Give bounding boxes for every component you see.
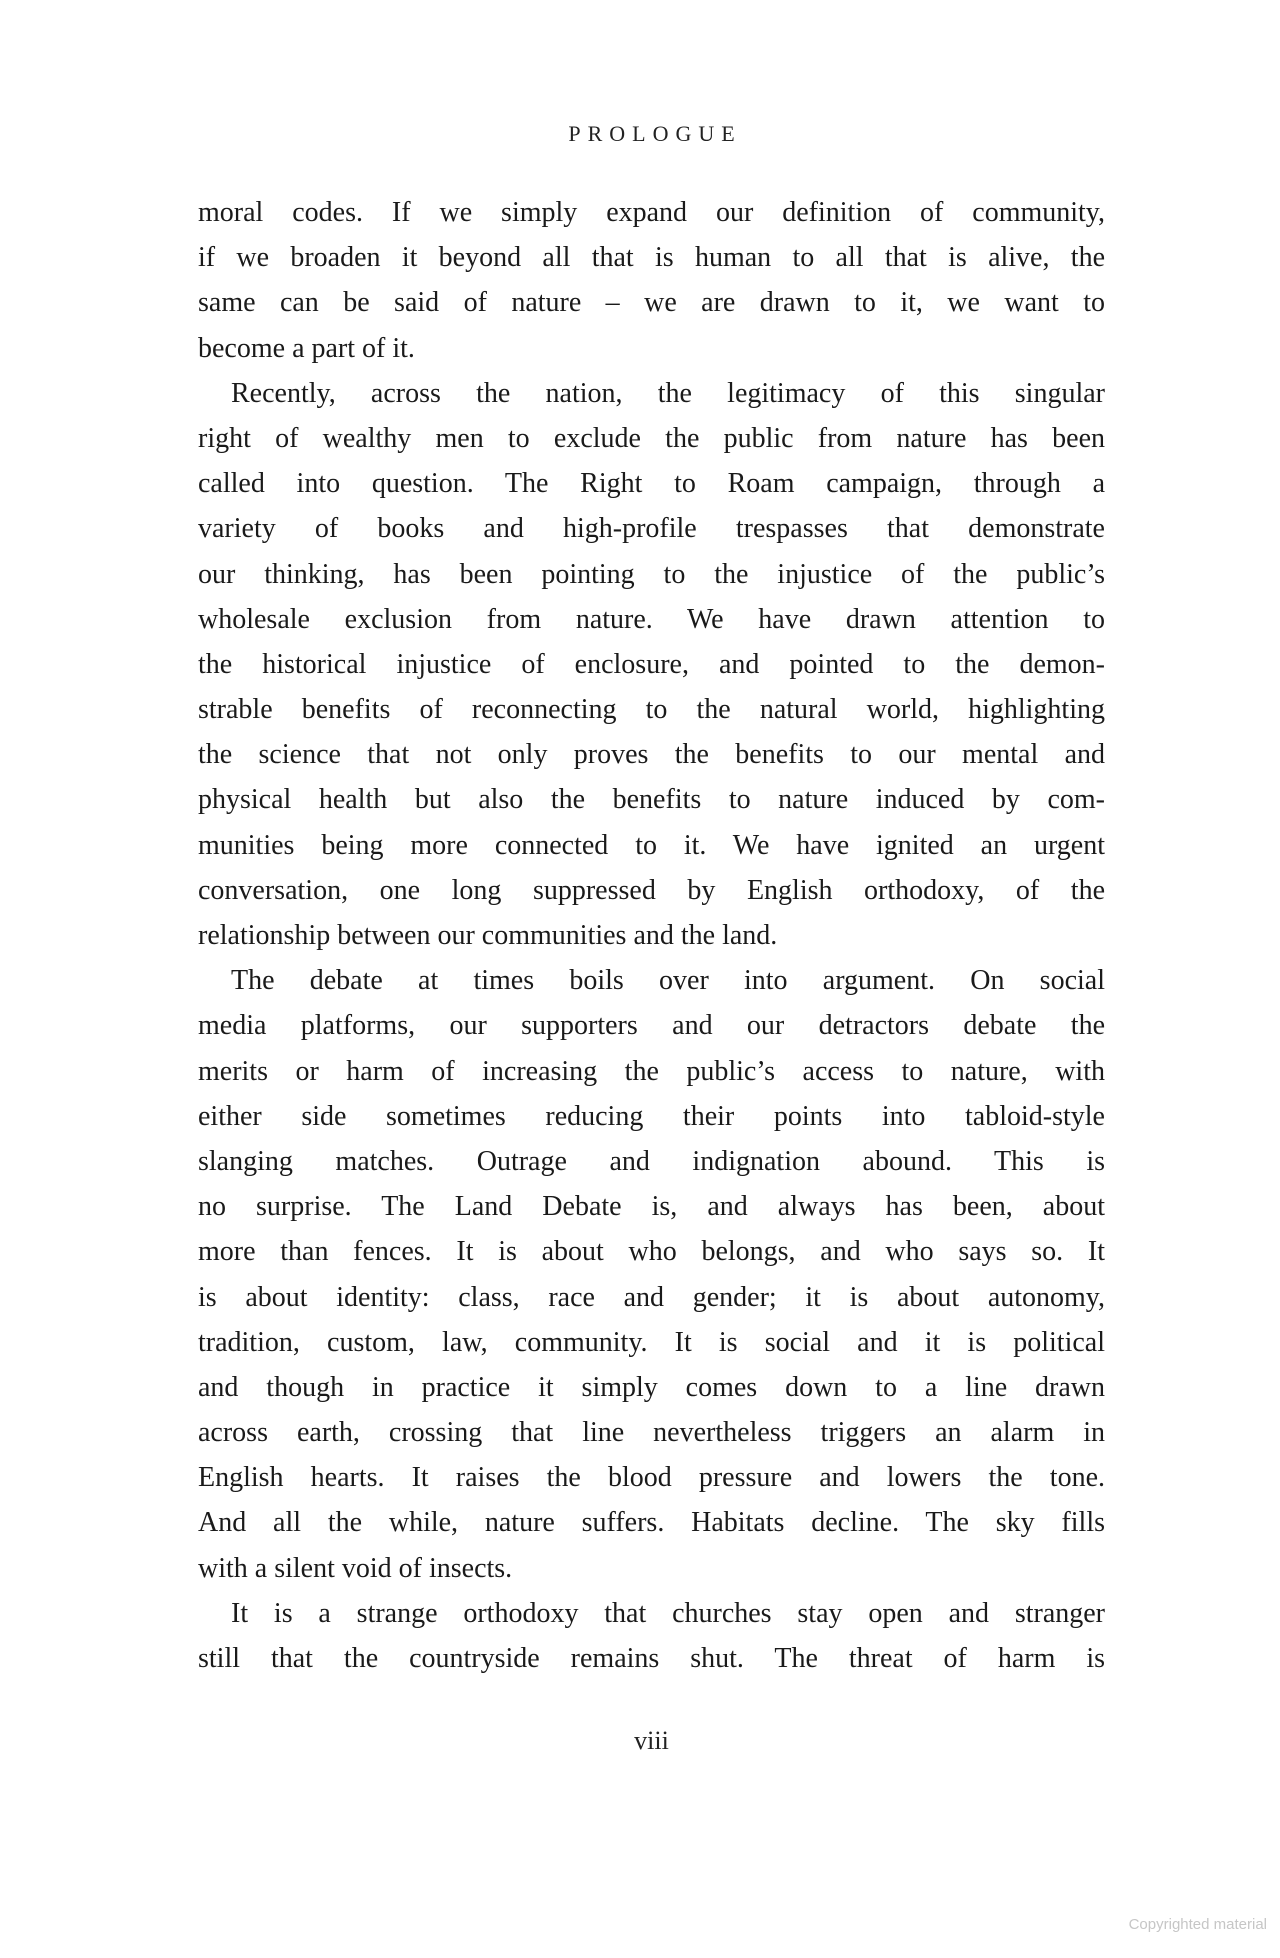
body-line: physical health but also the benefits to nature induced by com- xyxy=(198,784,1105,816)
body-line: munities being more connected to it. We have ignited an urgent xyxy=(198,829,1105,861)
body-line: conversation, one long suppressed by English orthodoxy, of the xyxy=(198,874,1105,906)
body-line: and though in practice it simply comes down to a line drawn xyxy=(198,1371,1105,1403)
body-line: more than fences. It is about who belongs, and who says so. It xyxy=(198,1236,1105,1268)
body-line: Recently, across the nation, the legitimacy of this singular xyxy=(231,377,1105,409)
body-line: the science that not only proves the benefits to our mental and xyxy=(198,739,1105,771)
body-line: either side sometimes reducing their points into tabloid-style xyxy=(198,1100,1105,1132)
body-line: moral codes. If we simply expand our definition of community, xyxy=(198,197,1105,228)
watermark-copyrighted-material: Copyrighted material xyxy=(1128,1916,1267,1933)
body-line: variety of books and high-profile trespasses that demonstrate xyxy=(198,513,1105,545)
body-line: tradition, custom, law, community. It is social and it is political xyxy=(198,1326,1105,1358)
body-line: merits or harm of increasing the public’s access to nature, with xyxy=(198,1055,1105,1087)
body-line: no surprise. The Land Debate is, and always has been, about xyxy=(198,1191,1105,1223)
chapter-header: PROLOGUE xyxy=(568,121,742,146)
body-line: is about identity: class, race and gender; it is about autonomy, xyxy=(198,1281,1105,1313)
body-line: same can be said of nature – we are drawn to it, we want to xyxy=(198,287,1105,319)
body-line: slanging matches. Outrage and indignation abound. This is xyxy=(198,1145,1105,1177)
body-line: The debate at times boils over into argument. On social xyxy=(231,965,1105,997)
body-line: And all the while, nature suffers. Habitats decline. The sky fills xyxy=(198,1507,1105,1539)
body-line: relationship between our communities and the land. xyxy=(198,920,778,951)
page-number: viii xyxy=(634,1726,669,1755)
body-line: wholesale exclusion from nature. We have drawn attention to xyxy=(198,603,1105,635)
body-line: media platforms, our supporters and our detractors debate the xyxy=(198,1010,1105,1042)
body-line: strable benefits of reconnecting to the natural world, highlighting xyxy=(198,694,1105,726)
body-line: with a silent void of insects. xyxy=(198,1552,513,1584)
body-line: English hearts. It raises the blood pressure and lowers the tone. xyxy=(198,1462,1105,1494)
body-line: the historical injustice of enclosure, and pointed to the demon- xyxy=(198,648,1105,680)
body-line: our thinking, has been pointing to the injustice of the public’s xyxy=(198,558,1105,590)
body-line: become a part of it. xyxy=(198,332,415,364)
body-line: It is a strange orthodoxy that churches stay open and stranger xyxy=(231,1597,1105,1629)
body-line: if we broaden it beyond all that is human to all that is alive, the xyxy=(198,242,1105,274)
paragraph xyxy=(198,190,1105,371)
body-text xyxy=(198,190,1105,1681)
paragraph xyxy=(198,958,1105,1591)
paragraph xyxy=(198,1591,1105,1681)
body-line: still that the countryside remains shut. The threat of harm is xyxy=(198,1643,1105,1674)
body-line: called into question. The Right to Roam campaign, through a xyxy=(198,468,1105,500)
body-line: across earth, crossing that line nevertheless triggers an alarm in xyxy=(198,1417,1105,1449)
paragraph xyxy=(198,371,1105,958)
body-line: right of wealthy men to exclude the public from nature has been xyxy=(198,422,1105,454)
